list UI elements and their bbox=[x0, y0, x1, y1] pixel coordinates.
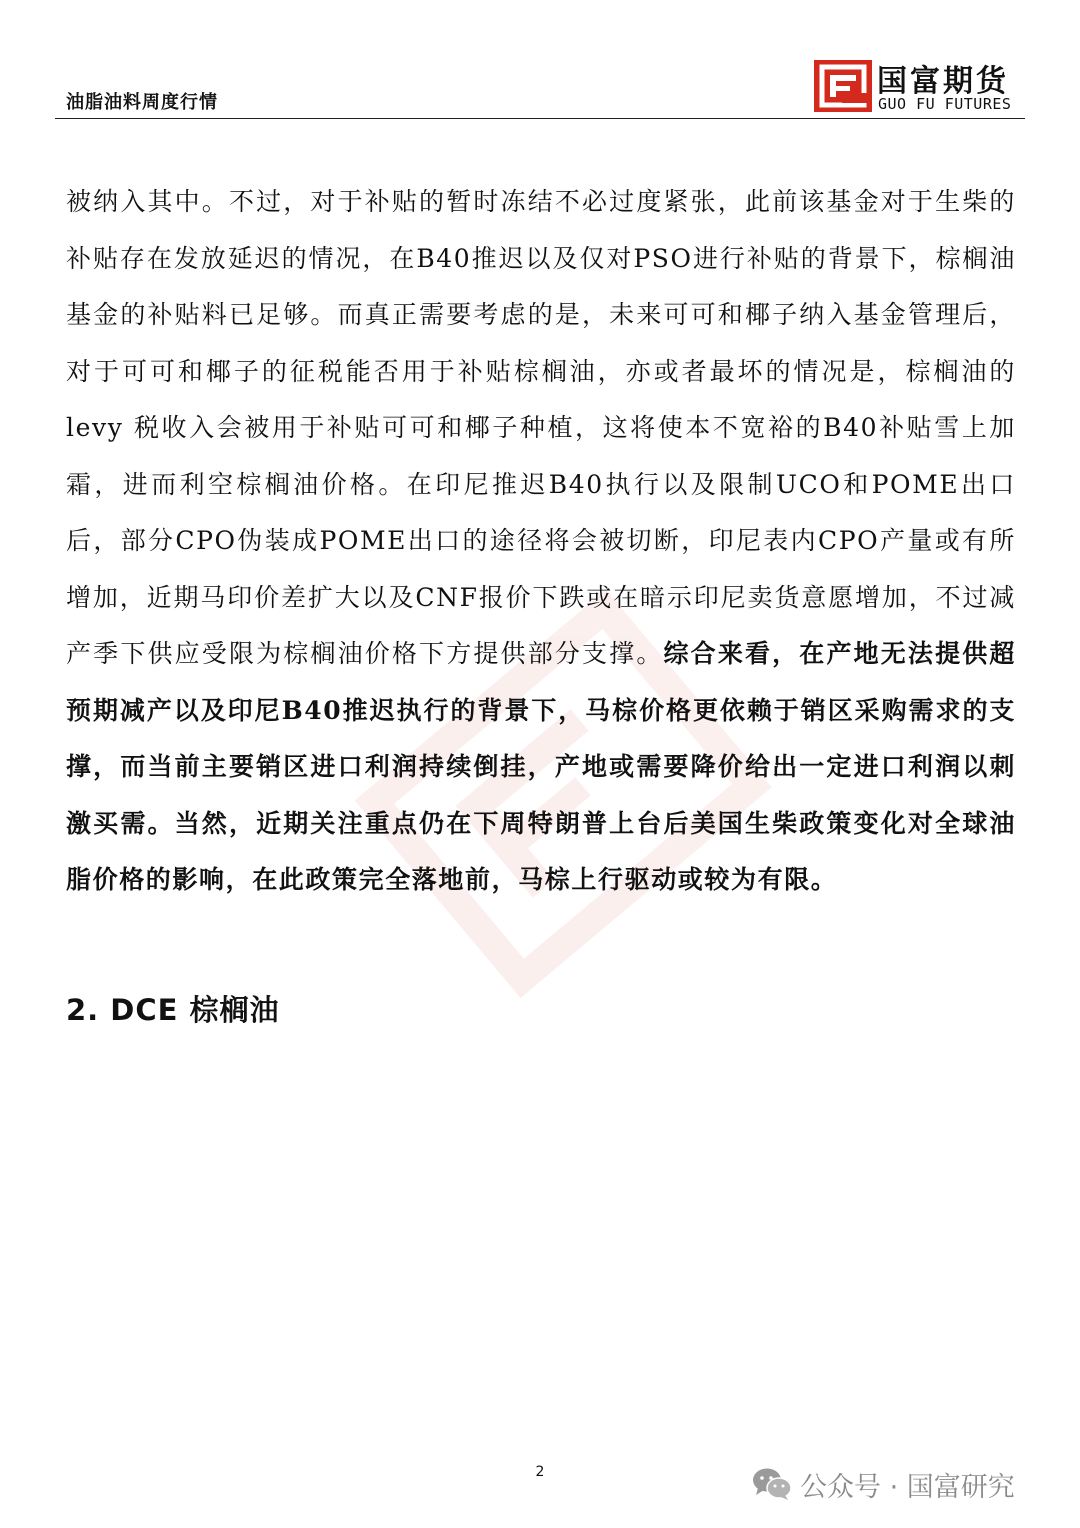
page-number: 2 bbox=[535, 1464, 545, 1480]
brand-logo-icon bbox=[814, 60, 872, 112]
header-divider bbox=[55, 118, 1025, 119]
section-heading: 2. DCE 棕榈油 bbox=[66, 993, 280, 1027]
paragraph-normal-text: 被纳入其中。不过，对于补贴的暂时冻结不必过度紧张，此前该基金对于生柴的补贴存在发放延迟的情况，在B40推迟以及仅对PSO进行补贴的背景下，棕榈油基金的补贴料已足够。而真正需要考虑的是，未来可可和椰子纳入基金管理后，对于可可和椰子的征税能否用于补贴棕榈油，亦或者最坏的情况是，棕榈油的 levy 税收入会被用于补贴可可和椰子种植，这将使本不宽裕的B40补贴雪上加霜，进而利空棕榈油价格。在印尼推迟B40执行以及限制UCO和POME出口后，部分CPO伪装成POME出口的途径将会被切断，印尼表内CPO产量或有所增加，近期马印价差扩大以及CNF报价下跌或在暗示印尼卖货意愿增加，不过减产季下供应受限为棕榈油价格下方提供部分支撑。 bbox=[66, 187, 1016, 668]
wechat-account-badge[interactable] bbox=[752, 1464, 1015, 1504]
logo-english-name: GUO FU FUTURES bbox=[878, 95, 1012, 113]
wechat-account-label: 公众号 · 国富研究 bbox=[800, 1471, 1015, 1503]
header-title: 油脂油料周度行情 bbox=[66, 92, 218, 113]
article-body bbox=[66, 174, 1016, 909]
article-paragraph bbox=[66, 174, 1016, 909]
brand-logo bbox=[814, 58, 1026, 114]
paragraph-summary-bold: 综合来看，在产地无法提供超预期减产以及印尼B40推迟执行的背景下，马棕价格更依赖于销区采购需求的支撑，而当前主要销区进口利润持续倒挂，产地或需要降价给出一定进口利润以刺激买需。当然，近期关注重点仍在下周特朗普上台后美国生柴政策变化对全球油脂价格的影响，在此政策完全落地前，马棕上行驱动或较为有限。 bbox=[66, 639, 1017, 894]
logo-chinese-name: 国富期货 bbox=[877, 64, 1009, 99]
wechat-icon bbox=[752, 1467, 792, 1501]
